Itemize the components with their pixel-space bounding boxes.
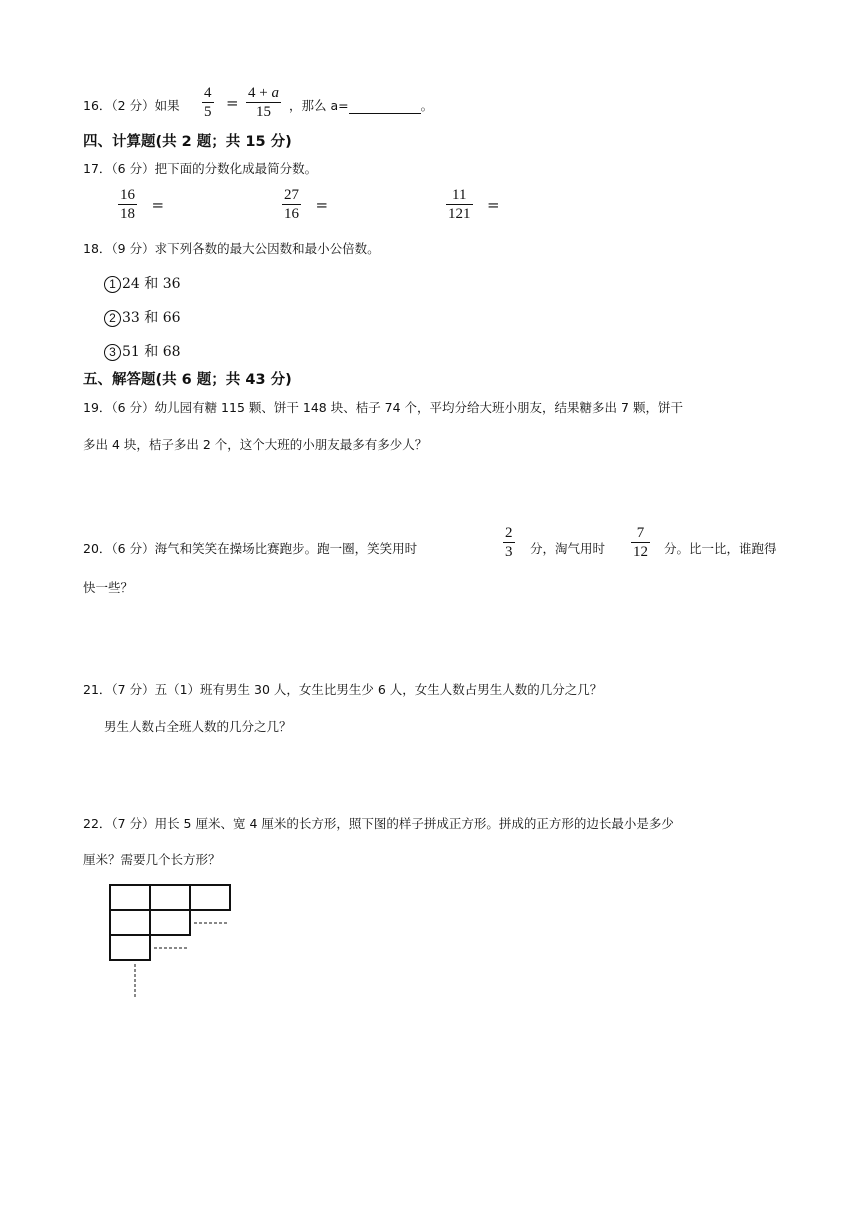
fraction-denominator: 16	[284, 206, 299, 222]
rectangle	[150, 910, 190, 935]
rectangle	[110, 910, 150, 935]
rectangle	[110, 935, 150, 960]
equals-sign: =	[151, 195, 165, 214]
question-21-line-1: 21．（7 分）五（1）班有男生 30 人，女生比男生少 6 人，女生人数占男生人数的几分之几？	[83, 682, 603, 697]
question-20-part-2: 分，淘气用时	[530, 541, 606, 556]
q18-item-1	[104, 273, 181, 293]
question-21-line-2: 男生人数占全班人数的几分之几？	[104, 719, 292, 734]
rectangle	[150, 885, 190, 910]
fraction-denominator: 5	[204, 104, 212, 120]
fraction-numerator: 4	[204, 85, 212, 101]
equals-sign: =	[226, 94, 239, 112]
rectangle	[110, 885, 150, 910]
fraction-4-5	[202, 84, 214, 121]
question-20-line-2: 快一些？	[83, 580, 134, 595]
fraction-denominator: 12	[633, 544, 648, 560]
question-17-text: 17．（6 分）把下面的分数化成最简分数。	[83, 161, 318, 176]
fraction-4-plus-a-15	[246, 84, 281, 121]
question-19-line-1: 19．（6 分）幼儿园有糖 115 颗、饼干 148 块、桔子 74 个，平均分给大班小朋友，结果糖多出 7 颗，饼干	[83, 400, 683, 415]
circled-number: 3	[104, 344, 121, 361]
q17-fraction-2	[282, 186, 328, 223]
fraction-numerator: 11	[452, 187, 467, 203]
equals-sign: =	[486, 195, 500, 214]
q17-fraction-1	[118, 186, 164, 223]
equals-sign: =	[315, 195, 329, 214]
q17-fraction-3	[446, 186, 500, 223]
question-18-text: 18．（9 分）求下列各数的最大公因数和最小公倍数。	[83, 241, 380, 256]
fraction-numerator: 4 +	[248, 85, 272, 101]
fraction-numerator: 2	[505, 525, 513, 541]
question-16-prefix: 16．（2 分）如果	[83, 98, 180, 113]
question-22-line-2: 厘米？需要几个长方形？	[83, 852, 221, 867]
circled-number: 2	[104, 310, 121, 327]
q18-item-text: 24 和 36	[122, 276, 181, 292]
fraction-denominator: 15	[246, 102, 281, 121]
question-22-line-1: 22．（7 分）用长 5 厘米、宽 4 厘米的长方形，照下图的样子拼成正方形。拼成的正方形的边长最小是多少	[83, 816, 674, 831]
q18-item-text: 51 和 68	[122, 344, 181, 360]
q18-item-text: 33 和 66	[122, 310, 181, 326]
fraction-numerator: 27	[284, 187, 299, 203]
fraction-7-12	[631, 524, 650, 561]
fraction-denominator: 121	[448, 206, 471, 222]
fraction-denominator: 3	[505, 544, 513, 560]
variable-a: a	[271, 85, 279, 101]
question-19-line-2: 多出 4 块，桔子多出 2 个，这个大班的小朋友最多有多少人？	[83, 437, 428, 452]
question-20-part-1: 20．（6 分）海气和笑笑在操场比赛跑步。跑一圈，笑笑用时	[83, 541, 418, 556]
question-20-part-3: 分。比一比，谁跑得	[664, 541, 777, 556]
q18-item-3	[104, 341, 181, 361]
section-5-heading: 五、解答题(共 6 题；共 43 分)	[83, 372, 292, 388]
section-4-heading: 四、计算题(共 2 题；共 15 分)	[83, 134, 292, 150]
question-16-suffix: ，那么 a= 。	[289, 98, 434, 113]
fraction-denominator: 18	[120, 206, 135, 222]
q18-item-2	[104, 307, 181, 327]
fraction-2-3	[503, 524, 515, 561]
rectangle-tiling-figure	[104, 880, 244, 1002]
answer-blank[interactable]	[349, 99, 421, 114]
circled-number: 1	[104, 276, 121, 293]
fraction-numerator: 7	[636, 525, 645, 541]
fraction-numerator: 16	[120, 187, 135, 203]
rectangle	[190, 885, 230, 910]
question-20	[83, 522, 813, 566]
